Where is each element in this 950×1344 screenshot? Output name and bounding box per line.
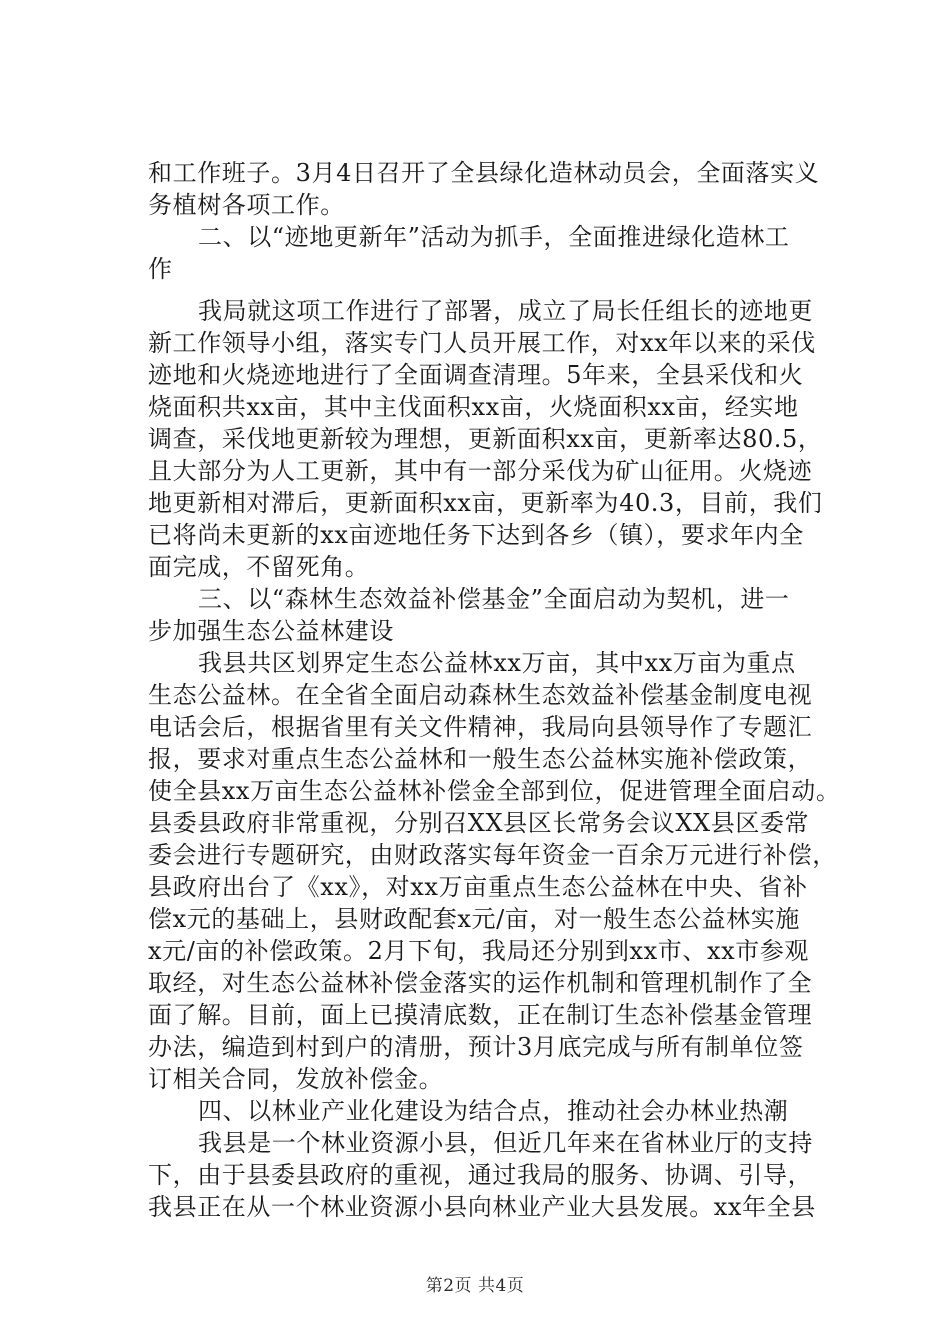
text-line: 调查，采伐地更新较为理想，更新面积xx亩，更新率达80.5， [148,425,823,453]
page-footer: 第2页 共4页 [425,1276,525,1296]
text-line: 我县是一个林业资源小县，但近几年来在省林业厅的支持 [198,1129,813,1157]
text-line: 报，要求对重点生态公益林和一般生态公益林实施补偿政策， [148,745,813,773]
text-line: 和工作班子。3月4日召开了全县绿化造林动员会，全面落实义 [148,159,820,187]
text-line: 我县共区划界定生态公益林xx万亩，其中xx万亩为重点 [198,649,796,677]
text-line: 面了解。目前，面上已摸清底数，正在制订生态补偿基金管理 [148,1001,813,1029]
text-line: 办法，编造到村到户的清册，预计3月底完成与所有制单位签 [148,1033,804,1061]
text-line: 电话会后，根据省里有关文件精神，我局向县领导作了专题汇 [148,713,813,741]
text-line: 我县正在从一个林业资源小县向林业产业大县发展。xx年全县 [148,1193,816,1221]
text-line: 偿x元的基础上，县财政配套x元/亩，对一般生态公益林实施 [148,905,800,933]
section-heading-line: 三、以“森林生态效益补偿基金”全面启动为契机，进一 [198,585,790,613]
text-line: 我局就这项工作进行了部署，成立了局长任组长的迹地更 [198,297,813,325]
text-line: 下，由于县委县政府的重视，通过我局的服务、协调、引导， [148,1161,813,1189]
section-heading-line: 四、以林业产业化建设为结合点，推动社会办林业热潮 [198,1097,789,1125]
text-line: 新工作领导小组，落实专门人员开展工作，对xx年以来的采伐 [148,329,816,357]
text-line: 已将尚未更新的xx亩迹地任务下达到各乡（镇），要求年内全 [148,521,804,549]
text-line: 县委县政府非常重视，分别召XX县区长常务会议XX县区委常 [148,809,810,837]
section-heading-line: 二、以“迹地更新年”活动为抓手，全面推进绿化造林工 [198,223,790,251]
text-line: 面完成，不留死角。 [148,553,370,581]
text-line: 且大部分为人工更新，其中有一部分采伐为矿山征用。火烧迹 [148,457,813,485]
text-line: 取经，对生态公益林补偿金落实的运作机制和管理机制作了全 [148,969,813,997]
text-line: 生态公益林。在全省全面启动森林生态效益补偿基金制度电视 [148,681,813,709]
text-line: 务植树各项工作。 [148,191,345,219]
text-line: x元/亩的补偿政策。2月下旬，我局还分别到xx市、xx市参观 [148,937,810,965]
text-line: 使全县xx万亩生态公益林补偿金全部到位，促进管理全面启动。 [148,777,841,805]
text-line: 烧面积共xx亩，其中主伐面积xx亩，火烧面积xx亩，经实地 [148,393,799,421]
section-heading-line: 步加强生态公益林建设 [148,617,394,645]
text-line: 迹地和火烧迹地进行了全面调查清理。5年来，全县采伐和火 [148,361,804,389]
section-heading-line: 作 [148,255,173,283]
text-line: 地更新相对滞后，更新面积xx亩，更新率为40.3，目前，我们 [148,489,823,517]
text-line: 县政府出台了《xx》，对xx万亩重点生态公益林在中央、省补 [148,873,808,901]
text-line: 委会进行专题研究，由财政落实每年资金一百余万元进行补偿， [148,841,837,869]
text-line: 订相关合同，发放补偿金。 [148,1065,444,1093]
